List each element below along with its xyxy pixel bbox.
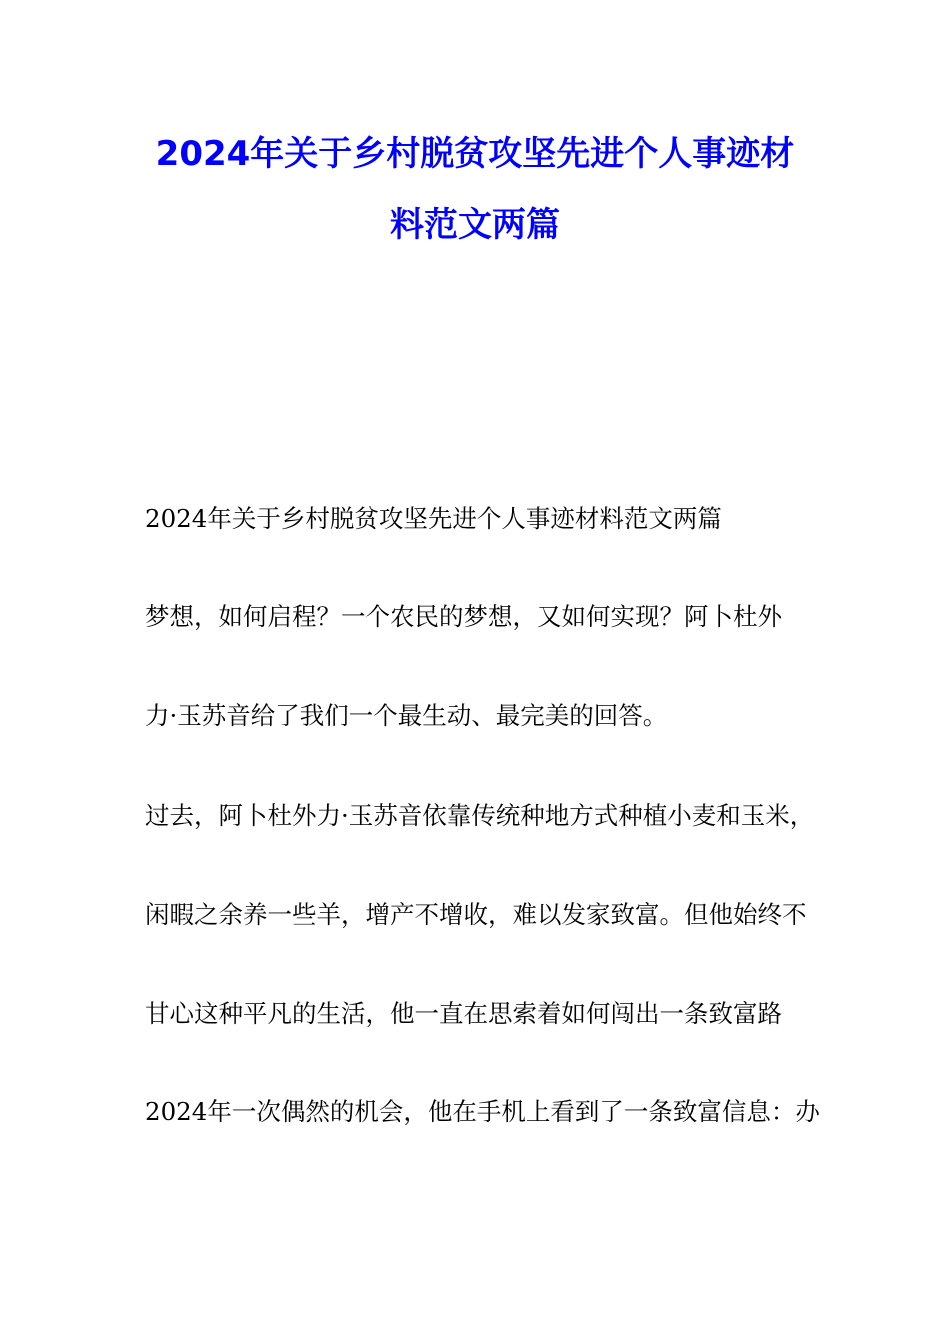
body-text-line-2: 梦想，如何启程？一个农民的梦想，又如何实现？阿卜杜外 (145, 602, 782, 631)
body-text-line-5: 闲暇之余养一些羊，增产不增收，难以发家致富。但他始终不 (145, 900, 807, 929)
document-title-line-2: 料范文两篇 (390, 205, 560, 245)
body-text-line-1: 2024年关于乡村脱贫攻坚先进个人事迹材料范文两篇 (145, 504, 722, 533)
body-text-line-7: 2024年一次偶然的机会，他在手机上看到了一条致富信息：办 (145, 1097, 820, 1126)
body-text-line-3: 力·玉苏音给了我们一个最生动、最完美的回答。 (145, 701, 668, 730)
document-title-line-1: 2024年关于乡村脱贫攻坚先进个人事迹材 (155, 134, 795, 174)
body-text-line-4: 过去，阿卜杜外力·玉苏音依靠传统种地方式种植小麦和玉米， (145, 801, 815, 830)
body-text-line-6: 甘心这种平凡的生活，他一直在思索着如何闯出一条致富路 (145, 999, 782, 1028)
